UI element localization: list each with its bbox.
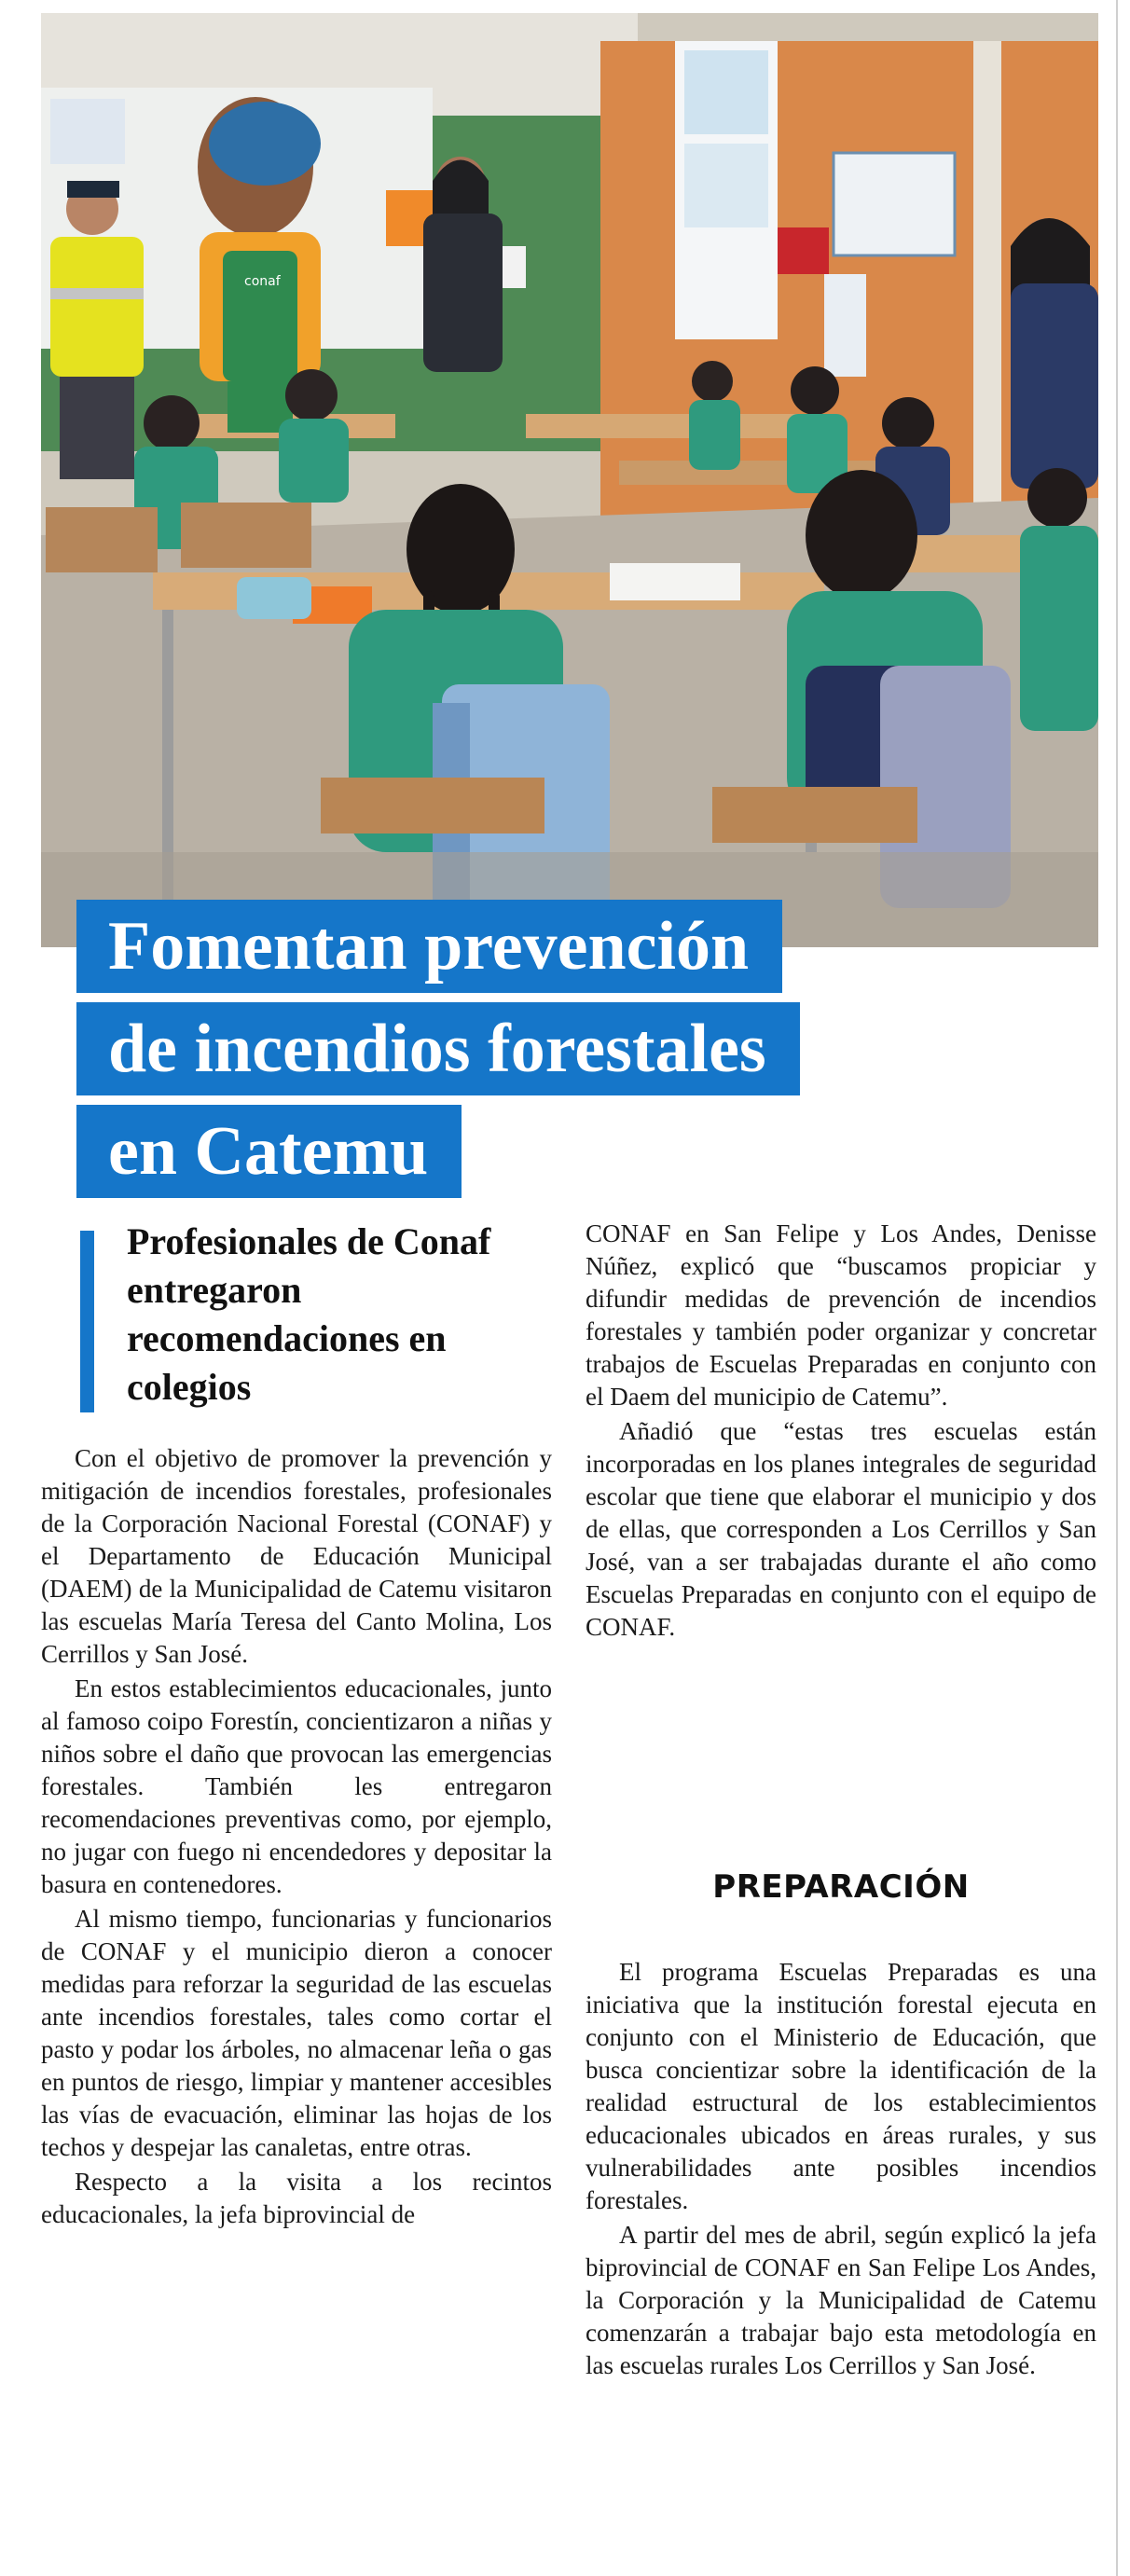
paragraph: A partir del mes de abril, según explicó la jefa biprovincial de CONAF en San Felipe Los Andes, la Corporación y la Municipalidad de Catemu comenzarán a trabajar bajo esta metodología en las escuelas rurales Los Cerrillos y San José.	[586, 2221, 1096, 2379]
student-uniform	[1020, 526, 1098, 731]
headline-line-1: Fomentan prevención	[76, 900, 782, 993]
mascot-badge: conaf	[244, 274, 281, 289]
chair-back	[712, 787, 917, 843]
paragraph: Con el objetivo de promover la prevención y mitigación de incendios forestales, profesionales de la Corporación Nacional Forestal (CONAF) y el Departamento de Educación Municipal (DAEM) de la Municipalidad de Catemu visitaron las escuelas María Teresa del Canto Molina, Los Cerrillos y San José.	[41, 1444, 552, 1668]
headline-line-2: de incendios forestales	[76, 1002, 800, 1095]
wall-pillar	[973, 41, 1001, 544]
window-pane	[684, 144, 768, 227]
body-column-right-top	[586, 1218, 1096, 1646]
paragraph: En estos establecimientos educacionales, junto al famoso coipo Forestín, concientizaron a niñas y niños sobre el daño que provocan las emergencias forestales. También les entregaron recomendaciones preventivas como, por ejemplo, no jugar con fuego ni encendedores y depositar la basura en contenedores.	[41, 1674, 552, 1898]
desk	[526, 414, 806, 438]
deck-subtitle: Profesionales de Conaf entregaron recomendaciones en colegios	[127, 1220, 491, 1408]
poster	[50, 99, 125, 164]
paper-sheets	[824, 274, 866, 377]
paragraph: El programa Escuelas Preparadas es una iniciativa que la institución forestal ejecuta en conjunto con el Ministerio de Educación, que busca concientizar sobre la identificación de la realidad estructural de los establecimientos educacionales ubicados en áreas rurales, y sus vulnerabilidades ante posibles incendios forestales.	[586, 1958, 1096, 2214]
student-head	[1027, 468, 1087, 528]
notice-board	[834, 153, 955, 255]
window-pane	[684, 50, 768, 134]
red-sign	[778, 227, 829, 274]
paragraph: Respecto a la visita a los recintos educacionales, la jefa biprovincial de	[41, 2168, 552, 2228]
body-column-right-bottom	[586, 1956, 1096, 2384]
headline-line-3: en Catemu	[76, 1105, 462, 1198]
body-column-left	[41, 1442, 552, 2233]
chair-back	[321, 778, 544, 833]
paragraph: Añadió que “estas tres escuelas están incorporadas en los planes integrales de seguridad escolar que tiene que elaborar el municipio y dos de ellas, que corresponden a Los Cerrillos y San José, van a ser trabajadas durante el año como Escuelas Preparadas en conjunto con el equipo de CONAF.	[586, 1417, 1096, 1641]
classroom-photo	[41, 13, 1098, 947]
classroom-illustration	[41, 13, 1098, 947]
paragraph: Al mismo tiempo, funcionarias y funcionarios de CONAF y el municipio dieron a conocer medidas para reforzar la seguridad de las escuelas ante incendios forestales, tales como cortar el pasto y podar los árboles, no almacenar leña o gas en puntos de riesgo, limpiar y mantener accesibles las vías de evacuación, eliminar las hojas de los techos y despejar las canaletas, entre otras.	[41, 1905, 552, 2161]
deck-accent-bar	[80, 1231, 94, 1412]
pencil-case	[237, 577, 311, 619]
chair	[46, 507, 158, 572]
chair	[181, 503, 311, 568]
section-crosshead: PREPARACIÓN	[712, 1868, 970, 1906]
margin-rule	[1116, 0, 1118, 2576]
notebook	[610, 563, 740, 600]
person-teacher-right	[1011, 218, 1098, 489]
paragraph: CONAF en San Felipe y Los Andes, Denisse Núñez, explicó que “buscamos propiciar y difundir medidas de prevención de incendios forestales y también poder organizar y concretar trabajos de Escuelas Preparadas en conjunto con el Daem del municipio de Catemu”.	[586, 1219, 1096, 1411]
